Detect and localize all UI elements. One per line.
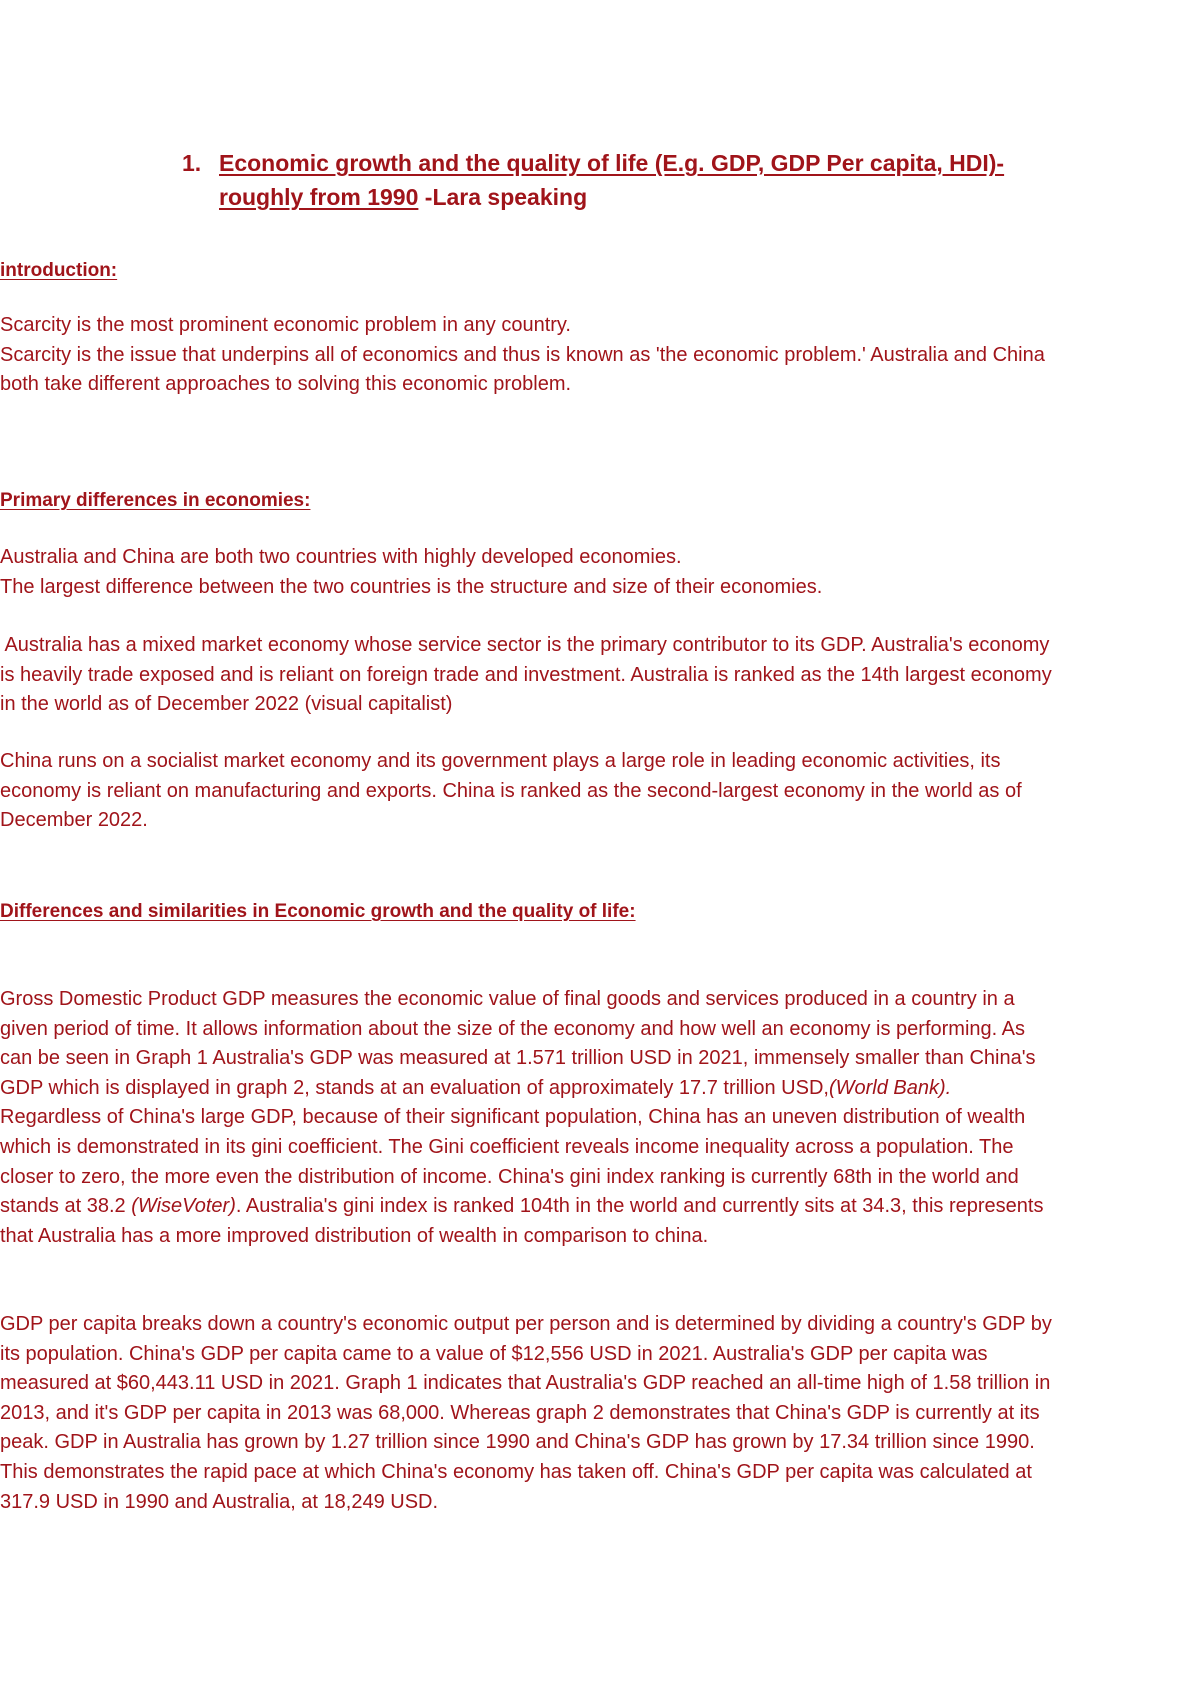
- paragraph-line: Scarcity is the most prominent economic problem in any country.: [0, 314, 571, 336]
- world-bank-citation: (World Bank).: [828, 1076, 952, 1099]
- paragraph-line: Australia has a mixed market economy whose service sector is the primary contributor to its GDP. Australia's economy: [0, 634, 1050, 656]
- heading-line-1: Economic growth and the quality of life (E.g. GDP, GDP Per capita, HDI)-: [219, 150, 1005, 176]
- paragraph-line: Regardless of China's large GDP, because of their significant population, China has an uneven distribution of wealth: [0, 1106, 1026, 1129]
- primary-differences-title: Primary differences in economies:: [0, 490, 311, 511]
- paragraph-line: This demonstrates the rapid pace at which China's economy has taken off. China's GDP per capita was calculated at: [0, 1460, 1032, 1483]
- paragraph-line: [0, 1192, 1185, 1222]
- paragraph-line: GDP per capita breaks down a country's economic output per person and is determined by dividing a country's GDP by: [0, 1313, 1052, 1335]
- paragraph-line: 2013, and it's GDP per capita in 2013 was 68,000. Whereas graph 2 demonstrates that China's GDP is currently at its: [0, 1401, 1040, 1424]
- paragraph-line: in the world as of December 2022 (visual capitalist): [0, 693, 453, 716]
- paragraph-line: can be seen in Graph 1 Australia's GDP was measured at 1.571 trillion USD in 2021, immensely smaller than China's: [0, 1047, 1036, 1070]
- line-text: GDP which is displayed in graph 2, stands at an evaluation of approximately 17.7 trillion USD,: [0, 1076, 829, 1099]
- gdp-per-capita-paragraph: [0, 1310, 1185, 1517]
- paragraph-line: given period of time. It allows information about the size of the economy and how well an economy is performing. As: [0, 1017, 1025, 1040]
- paragraph-line: is heavily trade exposed and is reliant on foreign trade and investment. Australia is ranked as the 14th largest economy: [0, 663, 1052, 686]
- differences-similarities-title: Differences and similarities in Economic growth and the quality of life:: [0, 901, 636, 922]
- paragraph-line: which is demonstrated in its gini coefficient. The Gini coefficient reveals income inequality across a population. The: [0, 1135, 1014, 1158]
- paragraph-line: peak. GDP in Australia has grown by 1.27 trillion since 1990 and China's GDP has grown by 17.34 trillion since 1990.: [0, 1431, 1035, 1454]
- heading-number: 1.: [182, 150, 202, 176]
- paragraph-line: measured at $60,443.11 USD in 2021. Graph 1 indicates that Australia's GDP reached an all-time high of 1.58 trillion in: [0, 1372, 1051, 1395]
- line-text: stands at 38.2: [0, 1195, 132, 1218]
- paragraph-line: both take different approaches to solving this economic problem.: [0, 373, 572, 396]
- paragraph-line: closer to zero, the more even the distribution of income. China's gini index ranking is currently 68th in the world and: [0, 1165, 1019, 1188]
- paragraph-line: China runs on a socialist market economy and its government plays a large role in leading economic activities, its: [0, 750, 1001, 772]
- heading-line-2-underlined: roughly from 1990: [219, 184, 419, 210]
- paragraph-line: Australia and China are both two countries with highly developed economies.: [0, 546, 682, 568]
- paragraph-line: its population. China's GDP per capita came to a value of $12,556 USD in 2021. Australia's GDP per capita was: [0, 1342, 988, 1365]
- gdp-paragraph: [0, 985, 1185, 1251]
- introduction-title: introduction:: [0, 260, 118, 281]
- wisevoter-citation: (WiseVoter): [131, 1195, 236, 1218]
- paragraph-line: that Australia has a more improved distribution of wealth in comparison to china.: [0, 1224, 709, 1247]
- introduction-paragraph: [0, 311, 1185, 400]
- primary-differences-paragraph-3: [0, 747, 1185, 836]
- paragraph-line: economy is reliant on manufacturing and exports. China is ranked as the second-largest economy in the world as of: [0, 779, 1022, 802]
- main-heading: [182, 146, 1142, 214]
- primary-differences-paragraph-1: [0, 543, 1185, 602]
- line-text: . Australia's gini index is ranked 104th in the world and currently sits at 34.3, this represents: [235, 1195, 1044, 1218]
- paragraph-line: Scarcity is the issue that underpins all of economics and thus is known as 'the economic problem.' Australia and China: [0, 343, 1045, 366]
- paragraph-line: The largest difference between the two countries is the structure and size of their economies.: [0, 575, 823, 598]
- heading-line-2-rest: -Lara speaking: [418, 184, 588, 210]
- paragraph-line: [0, 1074, 1185, 1104]
- paragraph-line: Gross Domestic Product GDP measures the economic value of final goods and services produced in a country in a: [0, 988, 1015, 1010]
- paragraph-line: December 2022.: [0, 809, 148, 832]
- primary-differences-paragraph-2: [0, 631, 1185, 720]
- paragraph-line: 317.9 USD in 1990 and Australia, at 18,249 USD.: [0, 1490, 439, 1513]
